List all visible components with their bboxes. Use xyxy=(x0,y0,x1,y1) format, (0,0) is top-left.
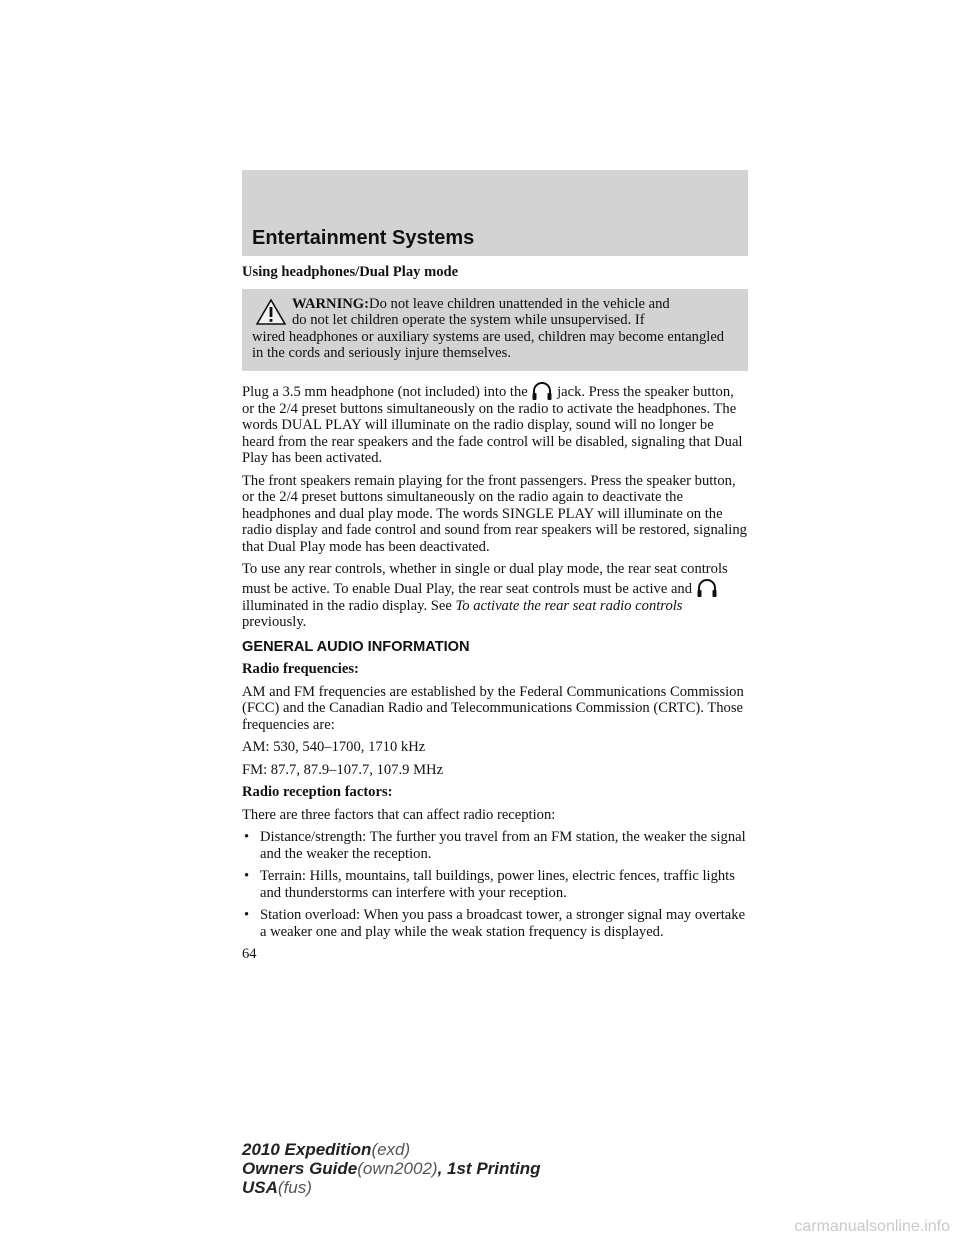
footer-region-code: (fus) xyxy=(277,1178,312,1197)
section-heading-general-audio: GENERAL AUDIO INFORMATION xyxy=(242,638,470,655)
warning-box xyxy=(242,289,748,371)
footer-region: USA xyxy=(242,1178,278,1197)
headphone-icon xyxy=(531,381,553,401)
subsection-heading-dual-play: Using headphones/Dual Play mode xyxy=(242,264,459,280)
footer-model-code: (exd) xyxy=(371,1140,411,1159)
paragraph-reception-intro: There are three factors that can affect radio reception: xyxy=(242,806,556,823)
paragraph-text: Plug a 3.5 mm headphone (not included) into the xyxy=(242,383,528,400)
footer-model: 2010 Expedition xyxy=(242,1140,372,1159)
list-item xyxy=(242,907,748,940)
reception-factors-list xyxy=(242,829,748,940)
bullet-marker: • xyxy=(244,907,250,923)
section-header-band xyxy=(242,170,748,256)
warning-text-rest: wired headphones or auxiliary systems are used, children may become entangled in the cords and seriously injure themselves. xyxy=(252,328,725,361)
footer-guide-code: (own2002) xyxy=(357,1159,438,1178)
warning-text-line2: do not let children operate the system while unsupervised. If xyxy=(292,312,645,328)
paragraph-text: illuminated in the radio display. See xyxy=(242,597,452,614)
warning-label: WARNING: xyxy=(292,295,370,312)
bullet-marker: • xyxy=(244,829,250,845)
paragraph-text: previously. xyxy=(242,614,307,630)
watermark-text: carmanualsonline.info xyxy=(794,1218,950,1235)
footer-printing: , 1st Printing xyxy=(437,1159,541,1178)
list-item-text: Distance/strength: The further you travel from an FM station, the weaker the signal and the weaker the reception. xyxy=(260,829,746,862)
cross-reference: To activate the rear seat radio controls xyxy=(455,597,683,614)
paragraph-text: jack. Press the speaker button, or the 2/4 preset buttons simultaneously on the radio to activate the headphones. The words DUAL PLAY will illuminate on the radio display, sound will no longer be heard from the rear speakers and the fade control will be disabled, signaling that Dual Play has been activated. xyxy=(242,383,743,466)
paragraph-front-speakers: The front speakers remain playing for the front passengers. Press the speaker button, or the 2/4 preset buttons simultaneously on the radio again to deactivate the headphones and dual play mode. The words SINGLE PLAY will illuminate on the radio display and fade control and sound from rear speakers will be restored, signaling that Dual Play mode has been deactivated. xyxy=(242,472,747,555)
list-item-text: Station overload: When you pass a broadcast tower, a stronger signal may overtake a weaker one and play while the weak station frequency is displayed. xyxy=(260,907,746,940)
paragraph-text: To use any rear controls, whether in single or dual play mode, the rear seat controls must be active. To enable Dual Play, the rear seat controls must be active and xyxy=(242,561,728,597)
footer-line-guide xyxy=(242,1159,541,1178)
document-footer xyxy=(242,1140,541,1197)
headphone-icon xyxy=(696,578,718,598)
footer-guide: Owners Guide xyxy=(242,1159,358,1178)
warning-triangle-icon xyxy=(256,299,286,325)
footer-line-model xyxy=(242,1140,541,1159)
paragraph-plug-headphone xyxy=(242,381,748,467)
footer-line-region xyxy=(242,1178,541,1197)
bullet-marker: • xyxy=(244,868,250,884)
subsection-heading-reception: Radio reception factors: xyxy=(242,784,393,800)
section-title: Entertainment Systems xyxy=(252,227,475,249)
warning-text-line1: Do not leave children unattended in the vehicle and xyxy=(369,295,670,312)
subsection-heading-frequencies: Radio frequencies: xyxy=(242,661,359,677)
am-frequencies: AM: 530, 540–1700, 1710 kHz xyxy=(242,739,426,755)
list-item-text: Terrain: Hills, mountains, tall buildings, power lines, electric fences, traffic lights and thunderstorms can interfere with your reception. xyxy=(260,868,735,901)
list-item xyxy=(242,868,748,901)
warning-first-lines xyxy=(252,296,738,329)
page-content xyxy=(242,264,748,963)
page-number: 64 xyxy=(242,946,257,962)
list-item xyxy=(242,829,748,862)
paragraph-frequencies: AM and FM frequencies are established by the Federal Communications Commission (FCC) and the Canadian Radio and Telecommunications Commission (CRTC). Those frequencies are: xyxy=(242,683,744,733)
paragraph-rear-controls xyxy=(242,561,748,631)
fm-frequencies: FM: 87.7, 87.9–107.7, 107.9 MHz xyxy=(242,761,444,778)
